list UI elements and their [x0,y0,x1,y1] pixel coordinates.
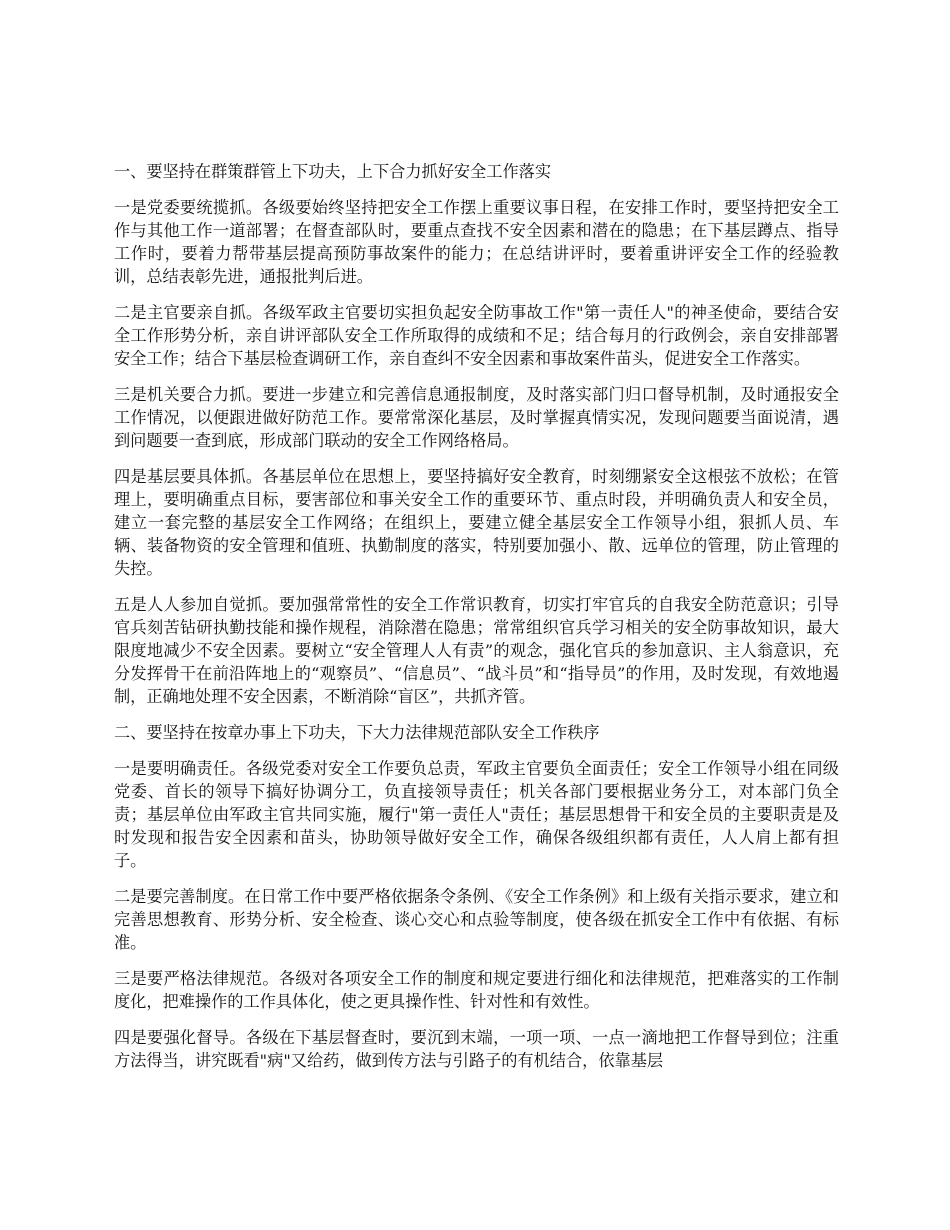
paragraph-1-1: 一是党委要统揽抓。各级要始终坚持把安全工作摆上重要议事日程，在安排工作时，要坚持把安全工作与其他工作一道部署；在督查部队时，要重点查找不安全因素和潜在的隐患；在下基层蹲点、指导工作时，要着力帮带基层提高预防事故案件的能力；在总结讲评时，要着重讲评安全工作的经验教训，总结表彰先进，通报批判后进。 [114,198,839,286]
document-page [114,160,839,1085]
paragraph-2-4: 四是要强化督导。各级在下基层督查时，要沉到末端，一项一项、一点一滴地把工作督导到位；注重方法得当，讲究既看"病"又给药，做到传方法与引路子的有机结合，依靠基层 [114,1028,839,1070]
paragraph-1-3: 三是机关要合力抓。要进一步建立和完善信息通报制度，及时落实部门归口督导机制，及时通报安全工作情况，以便跟进做好防范工作。要常常深化基层，及时掌握真情实况，发现问题要当面说清，遇到问题要一查到底，形成部门联动的安全工作网络格局。 [114,385,839,450]
paragraph-2-2: 二是要完善制度。在日常工作中要严格依据条令条例、《安全工作条例》和上级有关指示要求，建立和完善思想教育、形势分析、安全检查、谈心交心和点验等制度，使各级在抓安全工作中有依据、有标准。 [114,887,839,952]
paragraph-1-5: 五是人人参加自觉抓。要加强常常性的安全工作常识教育，切实打牢官兵的自我安全防范意识；引导官兵刻苦钻研执勤技能和操作规程，消除潜在隐患；常常组织官兵学习相关的安全防事故知识，最大限度地减少不安全因素。要树立“安全管理人人有责”的观念，强化官兵的参加意识、主人翁意识，充分发挥骨干在前沿阵地上的“观察员”、“信息员”、“战斗员”和“指导员”的作用，及时发现，有效地遏制，正确地处理不安全因素，不断消除“盲区”，共抓齐管。 [114,595,839,706]
paragraph-2-3: 三是要严格法律规范。各级对各项安全工作的制度和规定要进行细化和法律规范，把难落实的工作制度化，把难操作的工作具体化，使之更具操作性、针对性和有效性。 [114,969,839,1011]
section-heading-1: 一、要坚持在群策群管上下功夫，上下合力抓好安全工作落实 [114,162,552,181]
section-heading-2: 二、要坚持在按章办事上下功夫，下大力法律规范部队安全工作秩序 [114,723,600,742]
paragraph-2-1: 一是要明确责任。各级党委对安全工作要负总责，军政主官要负全面责任；安全工作领导小组在同级党委、首长的领导下搞好协调分工，负直接领导责任；机关各部门要根据业务分工，对本部门负全责；基层单位由军政主官共同实施，履行"第一责任人"责任；基层思想骨干和安全员的主要职责是及时发现和报告安全因素和苗头，协助领导做好安全工作，确保各级组织都有责任，人人肩上都有担子。 [114,759,839,870]
paragraph-1-2: 二是主官要亲自抓。各级军政主官要切实担负起安全防事故工作"第一责任人"的神圣使命，要结合安全工作形势分析，亲自讲评部队安全工作所取得的成绩和不足；结合每月的行政例会，亲自安排部署安全工作；结合下基层检查调研工作，亲自查纠不安全因素和事故案件苗头，促进安全工作落实。 [114,303,839,368]
paragraph-1-4: 四是基层要具体抓。各基层单位在思想上，要坚持搞好安全教育，时刻绷紧安全这根弦不放松；在管理上，要明确重点目标，要害部位和事关安全工作的重要环节、重点时段，并明确负责人和安全员，建立一套完整的基层安全工作网络；在组织上，要建立健全基层安全工作领导小组，狠抓人员、车辆、装备物资的安全管理和值班、执勤制度的落实，特别要加强小、散、远单位的管理，防止管理的失控。 [114,467,839,578]
